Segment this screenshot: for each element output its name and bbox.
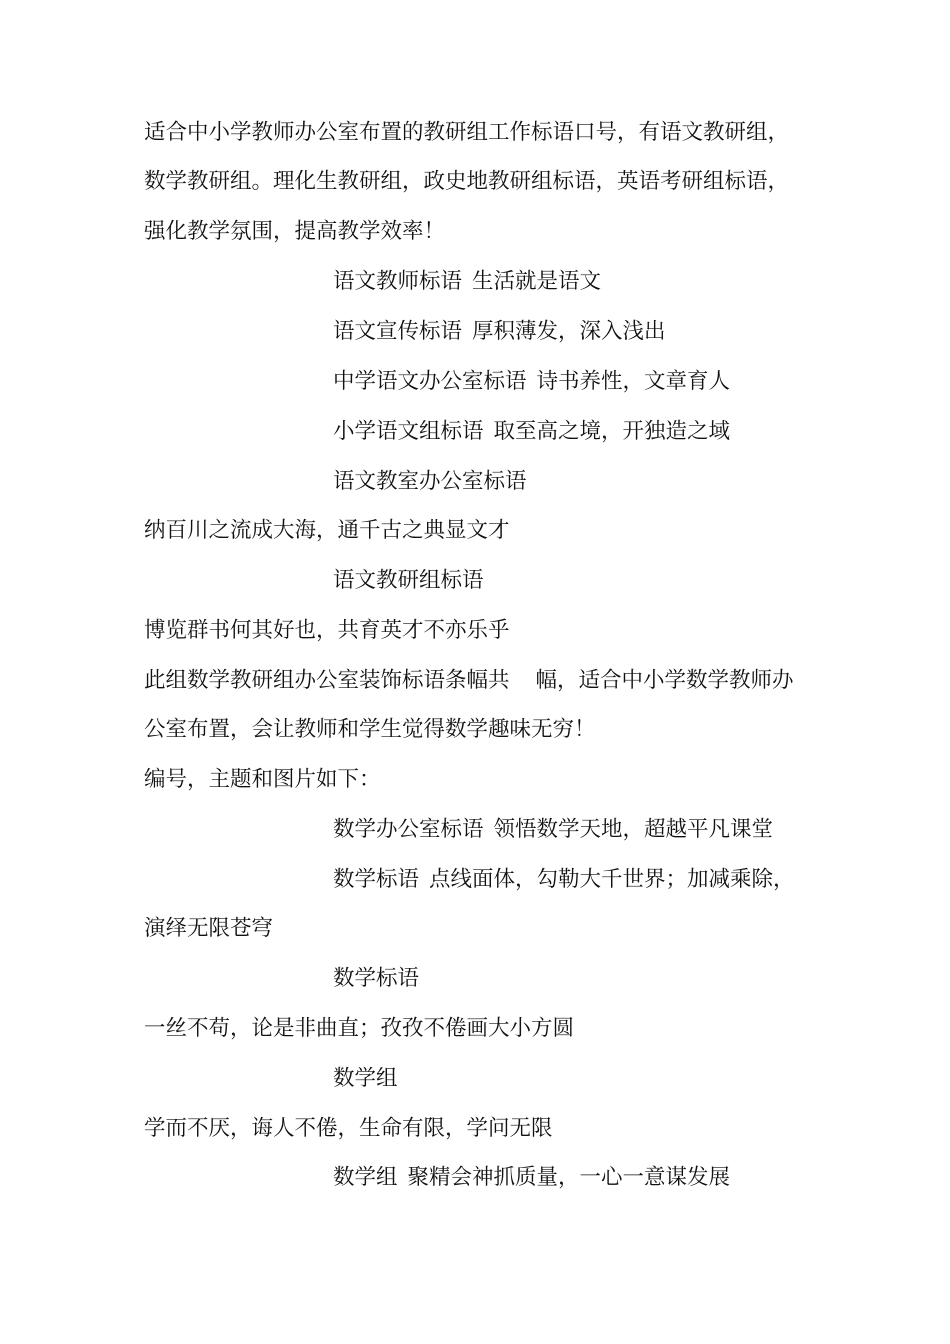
slogan-line bbox=[333, 865, 795, 895]
text: 编号，主题和图片如下： bbox=[144, 767, 381, 792]
slogan-title-line bbox=[333, 1064, 398, 1094]
slogan-line bbox=[333, 1163, 730, 1193]
slogan-title-line bbox=[333, 467, 527, 497]
slogan-text: 博览群书何其好也，共育英才不亦乐乎 bbox=[144, 618, 510, 643]
text: 强化教学氛围，提高教学效率！ bbox=[144, 219, 446, 244]
slogan-text: 学而不厌，诲人不倦，生命有限，学问无限 bbox=[144, 1116, 553, 1141]
math-intro-line-2 bbox=[144, 715, 596, 745]
slogan-text-line bbox=[144, 914, 273, 944]
slogan-title: 语文宣传标语 bbox=[333, 319, 463, 344]
slogan-line bbox=[333, 417, 730, 447]
intro-line-2 bbox=[144, 167, 789, 197]
slogan-text: 取至高之境，开独造之域 bbox=[493, 419, 731, 444]
text: 数学教研组。理化生教研组，政史地教研组标语，英语考研组标语， bbox=[144, 169, 790, 194]
slogan-title: 数学组 bbox=[333, 1066, 398, 1091]
slogan-text: 厚积薄发，深入浅出 bbox=[472, 319, 666, 344]
slogan-line bbox=[333, 267, 601, 297]
slogan-text: 领悟数学天地，超越平凡课堂 bbox=[493, 817, 774, 842]
slogan-text: 点线面体，勾勒大千世界；加减乘除， bbox=[429, 867, 795, 892]
slogan-title-line bbox=[333, 566, 484, 596]
slogan-text-line bbox=[144, 1014, 574, 1044]
slogan-title: 数学标语 bbox=[333, 966, 420, 991]
slogan-text-line bbox=[144, 1114, 553, 1144]
slogan-text-line bbox=[144, 616, 510, 646]
slogan-title: 数学组 bbox=[333, 1165, 398, 1190]
math-intro-line-1 bbox=[144, 666, 794, 696]
slogan-line bbox=[333, 367, 730, 397]
slogan-text-line bbox=[144, 516, 510, 546]
slogan-title: 语文教研组标语 bbox=[333, 568, 484, 593]
slogan-title: 小学语文组标语 bbox=[333, 419, 484, 444]
intro-line-3 bbox=[144, 217, 445, 247]
text: 此组数学教研组办公室装饰标语条幅共 bbox=[144, 668, 510, 693]
slogan-text: 纳百川之流成大海，通千古之典显文才 bbox=[144, 518, 510, 543]
slogan-text: 生活就是语文 bbox=[472, 269, 602, 294]
slogan-text: 聚精会神抓质量，一心一意谋发展 bbox=[407, 1165, 731, 1190]
slogan-title-line bbox=[333, 964, 419, 994]
text: 公室布置，会让教师和学生觉得数学趣味无穷！ bbox=[144, 717, 596, 742]
slogan-line bbox=[333, 317, 666, 347]
slogan-line bbox=[333, 815, 773, 845]
slogan-title: 语文教师标语 bbox=[333, 269, 463, 294]
slogan-title: 数学标语 bbox=[333, 867, 420, 892]
text: 适合中小学教师办公室布置的教研组工作标语口号，有语文教研组， bbox=[144, 120, 790, 145]
slogan-title: 中学语文办公室标语 bbox=[333, 369, 527, 394]
slogan-title: 语文教室办公室标语 bbox=[333, 469, 527, 494]
slogan-text: 一丝不苟，论是非曲直；孜孜不倦画大小方圆 bbox=[144, 1016, 575, 1041]
slogan-text: 演绎无限苍穹 bbox=[144, 916, 274, 941]
slogan-title: 数学办公室标语 bbox=[333, 817, 484, 842]
slogan-text: 诗书养性，文章育人 bbox=[536, 369, 731, 394]
intro-line-1 bbox=[144, 118, 789, 148]
text: 幅，适合中小学数学教师办 bbox=[535, 668, 794, 693]
math-intro-line-3 bbox=[144, 765, 381, 795]
